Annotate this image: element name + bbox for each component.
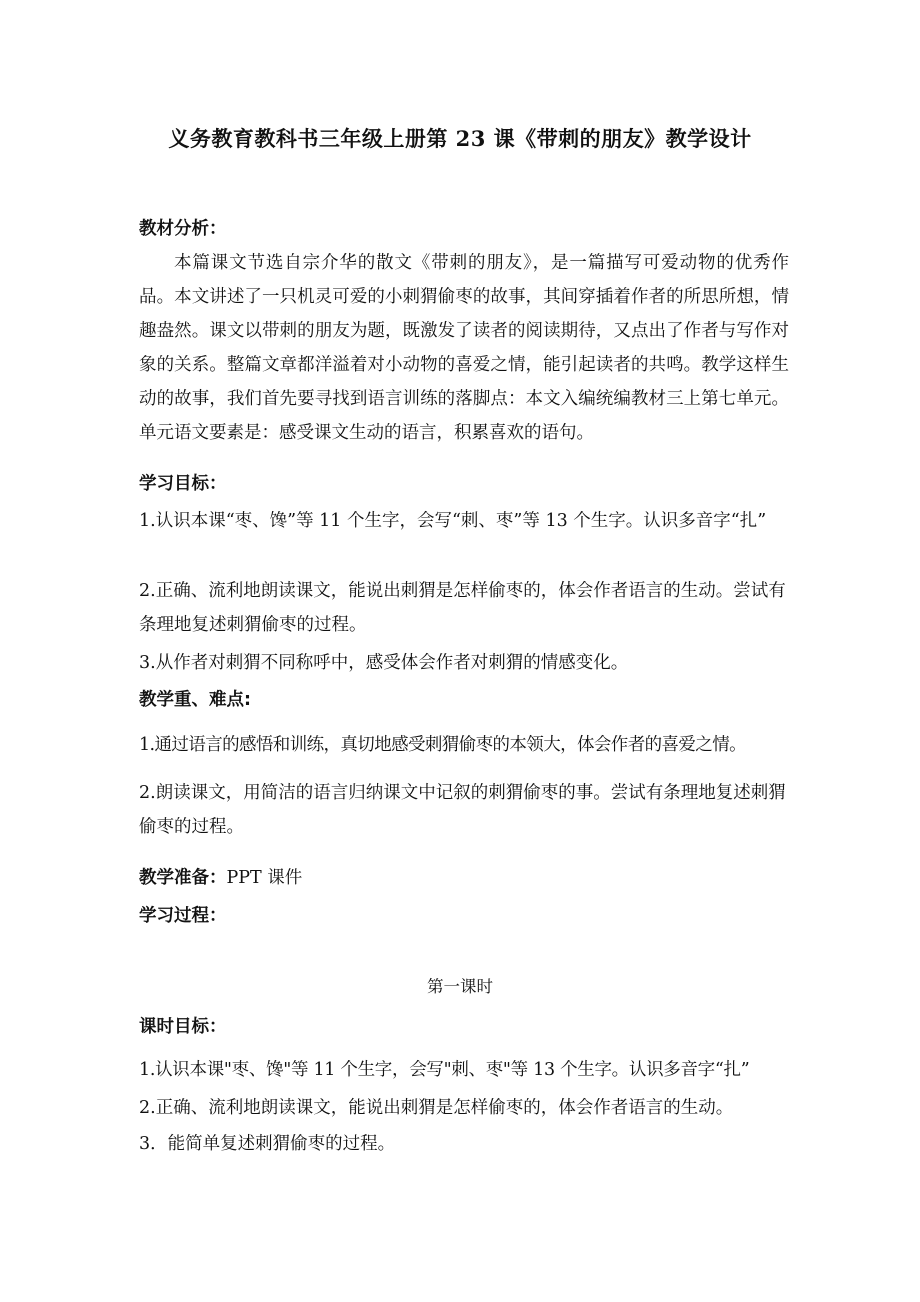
preparation-line: [139, 864, 302, 889]
material-analysis-paragraph: 本篇课文节选自宗介华的散文《带刺的朋友》，是一篇描写可爱动物的优秀作品。本文讲述了一只机灵可爱的小刺猬偷枣的故事，其间穿插着作者的所思所想，情趣盎然。课文以带刺的朋友为题，既激发了读者的阅读期待，又点出了作者与写作对象的关系。整篇文章都洋溢着对小动物的喜爱之情，能引起读者的共鸣。教学这样生动的故事，我们首先要寻找到语言训练的落脚点：本文入编统编教材三上第七单元。单元语文要素是：感受课文生动的语言，积累喜欢的语句。: [139, 253, 789, 443]
lesson-one-label: 第一课时: [427, 977, 493, 996]
key-point-item: 1.通过语言的感悟和训练，真切地感受刺猬偷枣的本领大，体会作者的喜爱之情。: [139, 735, 746, 755]
lesson-goals-heading: 课时目标：: [139, 1017, 227, 1037]
lesson-goal-item: 3．能简单复述刺猬偷枣的过程。: [139, 1134, 396, 1154]
learning-goals-heading: 学习目标：: [139, 474, 227, 494]
preparation-value: PPT 课件: [226, 868, 303, 888]
key-point-item: 2.朗读课文，用简洁的语言归纳课文中记叙的刺猬偷枣的事。尝试有条理地复述刺猬偷枣的过程。: [139, 783, 786, 837]
lesson-goal-item: 2.正确、流利地朗读课文，能说出刺猬是怎样偷枣的，体会作者语言的生动。: [139, 1098, 734, 1118]
process-heading: 学习过程：: [139, 906, 227, 926]
learning-goal-item: 3.从作者对刺猬不同称呼中，感受体会作者对刺猬的情感变化。: [139, 653, 629, 673]
learning-goal-item: 1.认识本课“枣、馋”等 11 个生字，会写“刺、枣”等 13 个生字。认识多音字“扎”: [139, 511, 767, 531]
key-points-heading: 教学重、难点:: [139, 690, 251, 710]
learning-goal-item: 2.正确、流利地朗读课文，能说出刺猬是怎样偷枣的，体会作者语言的生动。尝试有条理地复述刺猬偷枣的过程。: [139, 581, 786, 635]
lesson-goal-item: 1.认识本课"枣、馋"等 11 个生字，会写"刺、枣"等 13 个生字。认识多音字“扎”: [139, 1060, 750, 1080]
material-analysis-heading: 教材分析：: [139, 219, 227, 239]
preparation-heading: 教学准备：: [139, 868, 227, 888]
document-title: 义务教育教科书三年级上册第 23 课《带刺的朋友》教学设计: [168, 126, 752, 151]
